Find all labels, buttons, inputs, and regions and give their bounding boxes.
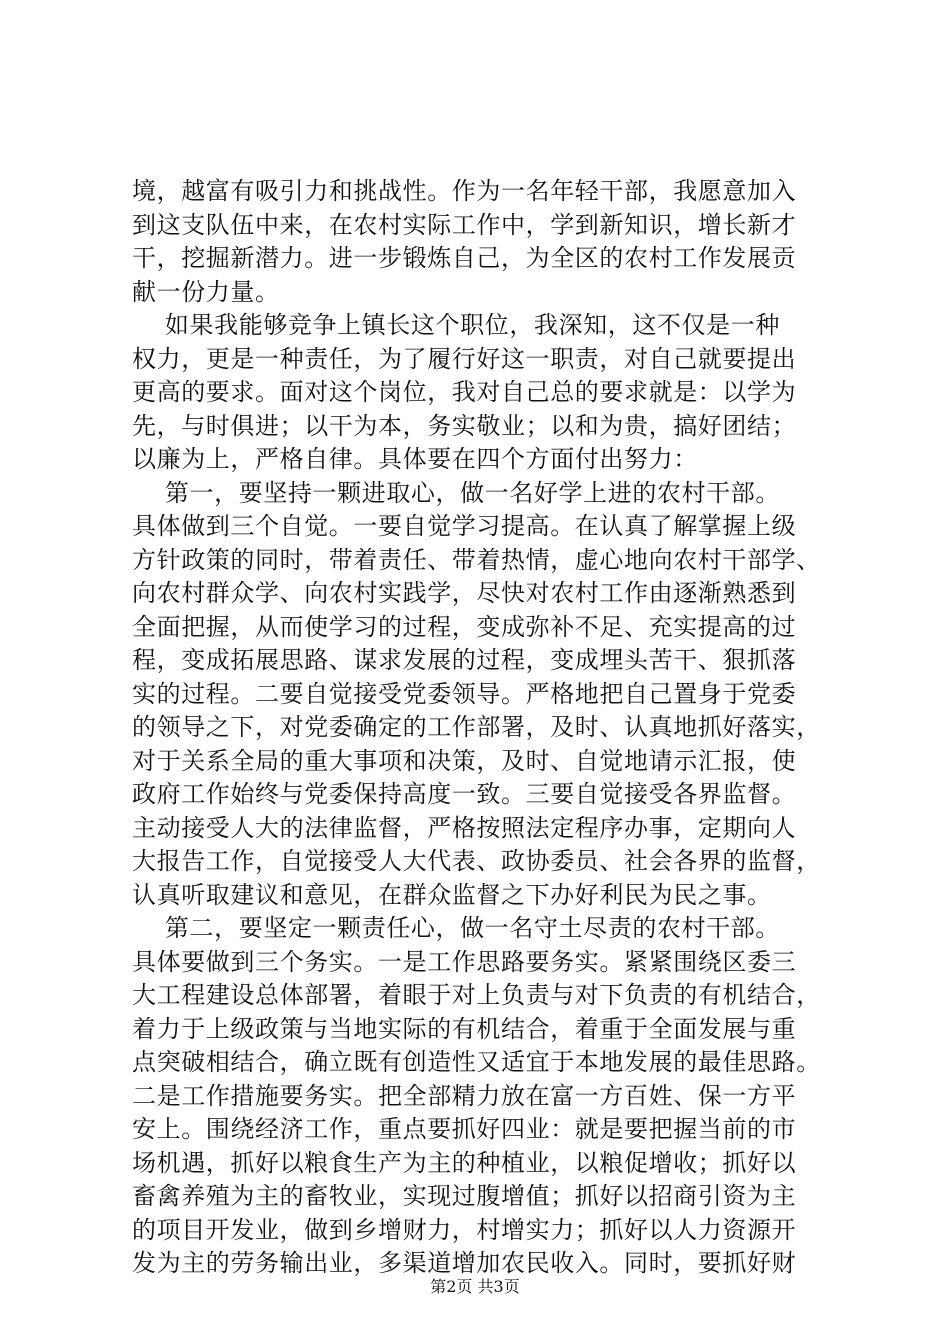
text-line: 境，越富有吸引力和挑战性。作为一名年轻干部，我愿意加入 — [132, 177, 797, 205]
text-line: 发为主的劳务输出业，多渠道增加农民收入。同时，要抓好财 — [132, 1249, 797, 1277]
text-line: 权力，更是一种责任，为了履行好这一职责，对自己就要提出 — [132, 344, 797, 373]
page-footer: 第2页 共3页 — [430, 1277, 520, 1296]
text-line: 主动接受人大的法律监督，严格按照法定程序办事，定期向人 — [132, 813, 797, 842]
text-line: 第二，要坚定一颗责任心，做一名守土尽责的农村干部。 — [132, 914, 780, 942]
text-line: 实的过程。二要自觉接受党委领导。严格地把自己置身于党委 — [132, 679, 797, 708]
text-line: 全面把握，从而使学习的过程，变成弥补不足、充实提高的过 — [132, 612, 797, 641]
text-line: 二是工作措施要务实。把全部精力放在富一方百姓、保一方平 — [132, 1081, 797, 1110]
text-line: 大工程建设总体部署，着眼于对上负责与对下负责的有机结合， — [132, 981, 821, 1009]
text-line: 到这支队伍中来，在农村实际工作中，学到新知识，增长新才 — [132, 210, 797, 239]
text-line: 干，挖掘新潜力。进一步锻炼自己，为全区的农村工作发展贡 — [132, 244, 797, 272]
text-line: 着力于上级政策与当地实际的有机结合，着重于全面发展与重 — [132, 1014, 797, 1043]
text-line: 点突破相结合，确立既有创造性又适宜于本地发展的最佳思路。 — [132, 1048, 821, 1076]
text-line: 政府工作始终与党委保持高度一致。三要自觉接受各界监督。 — [132, 780, 797, 808]
text-line: 对于关系全局的重大事项和决策，及时、自觉地请示汇报，使 — [132, 746, 797, 775]
text-line: 具体要做到三个务实。一是工作思路要务实。紧紧围绕区委三 — [132, 947, 797, 976]
body-text — [132, 175, 832, 1281]
text-line: 以廉为上，严格自律。具体要在四个方面付出努力： — [132, 445, 698, 473]
text-line: 大报告工作，自觉接受人大代表、政协委员、社会各界的监督， — [132, 847, 821, 875]
text-line: 认真听取建议和意见，在群众监督之下办好利民为民之事。 — [132, 880, 772, 909]
text-line: 畜禽养殖为主的畜牧业，实现过腹增值；抓好以招商引资为主 — [132, 1182, 797, 1210]
text-line: 如果我能够竞争上镇长这个职位，我深知，这不仅是一种 — [132, 311, 780, 339]
text-line: 具体做到三个自觉。一要自觉学习提高。在认真了解掌握上级 — [132, 512, 797, 540]
text-line: 场机遇，抓好以粮食生产为主的种植业，以粮促增收；抓好以 — [132, 1148, 797, 1177]
text-line: 第一，要坚持一颗进取心，做一名好学上进的农村干部。 — [132, 478, 780, 507]
text-line: 的领导之下，对党委确定的工作部署，及时、认真地抓好落实， — [132, 713, 821, 741]
text-line: 方针政策的同时，带着责任、带着热情，虚心地向农村干部学、 — [132, 545, 821, 574]
text-line: 先，与时俱进；以干为本，务实敬业；以和为贵，搞好团结； — [132, 411, 797, 440]
text-line: 安上。围绕经济工作，重点要抓好四业：就是要把握当前的市 — [132, 1115, 797, 1143]
text-line: 献一份力量。 — [132, 277, 280, 306]
text-line: 更高的要求。面对这个岗位，我对自己总的要求就是：以学为 — [132, 378, 797, 406]
text-line: 向农村群众学、向农村实践学，尽快对农村工作由逐渐熟悉到 — [132, 579, 797, 607]
text-line: 的项目开发业，做到乡增财力，村增实力；抓好以人力资源开 — [132, 1215, 797, 1244]
text-line: 程，变成拓展思路、谋求发展的过程，变成埋头苦干、狠抓落 — [132, 646, 797, 674]
